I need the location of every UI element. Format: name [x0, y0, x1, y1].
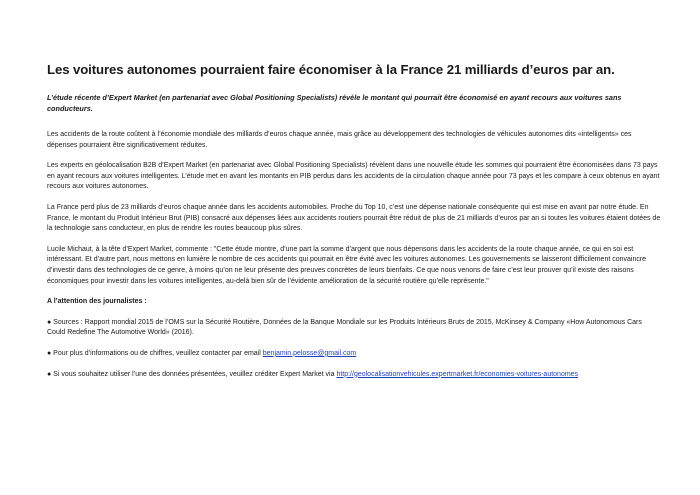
document-title: Les voitures autonomes pourraient faire économiser à la France 21 milliards d’euros par an. [47, 62, 615, 77]
contact-email-link[interactable]: benjamin.pelosse@gmail.com [262, 349, 357, 357]
journalists-heading: A l’attention des journalistes : [47, 298, 147, 306]
contact-text: ● Pour plus d’informations ou de chiffres, veuillez contacter par email [47, 349, 263, 357]
expertmarket-link[interactable]: http://geolocalisationvehicules.expertmarket.fr/economies-voitures-autonomes [336, 370, 579, 378]
lead-paragraph: L’étude récente d’Expert Market (en partenariat avec Global Positioning Specialists) révèle le montant qui pourrait être économisé en ayant recours aux voitures sans conducteurs. [47, 93, 622, 113]
body-paragraph-2: Les experts en géolocalisation B2B d’Expert Market (en partenariat avec Global Positioning Specialists) révèlent dans une nouvelle étude les sommes qui pourraient être économisées dans 73 pays en ayant recours aux voitures intelligentes. L’étude met en avant les montants en PIB perdus dans les accidents de la circulation chaque année pour 73 pays et les compare à ceux obtenus en ayant recours aux voitures autonomes. [47, 162, 660, 191]
document-page [47, 62, 662, 390]
quote-paragraph: Lucile Michaut, à la tête d’Expert Market, commente : "Cette étude montre, d’une part la somme d’argent que nous dépensons dans les accidents de la route chaque année, ce qui en soi est intéressant. Et d’autre part, nous mettons en lumière le nombre de ces accidents qui pourrait en être évité avec les voitures autonomes. Les gouvernements se laisseront difficilement convaincre d’investir dans des technologies de ce genre, à moins qu’on ne leur présente des preuves concrètes de leurs bienfaits. Ce que nous venons de faire c’est leur prouver qu’il existe des raisons économiques pour investir dans les voitures intelligentes, au-delà bien sûr de l’évidente amélioration de la sécurité routière qu’elle représente." [47, 245, 647, 285]
bullet-use-data [47, 370, 662, 381]
use-data-text: ● Si vous souhaitez utiliser l’une des données présentées, veuillez créditer Expert Market via [47, 370, 337, 378]
body-paragraph-3: La France perd plus de 23 milliards d’euros chaque année dans les accidents automobiles. Proche du Top 10, c’est une dépense nationale conséquente qui est mise en avant par notre étude. En France, le montant du Produit Intérieur Brut (PIB) consacré aux dépenses liées aux accidents routiers pourrait être réduit de plus de 21 milliards d’euros par an si toutes les voitures étaient dotées de la technologie sans conducteur, en plus de rendre les routes beaucoup plus sûres. [47, 203, 661, 233]
bullet-sources: ● Sources : Rapport mondial 2015 de l’OMS sur la Sécurité Routière, Données de la Banque Mondiale sur les Produits Intérieurs Bruts de 2015, McKinsey & Company «How Autonomous Cars Could Redefine The Automotive World» (2016). [47, 318, 642, 337]
body-paragraph-1: Les accidents de la route coûtent à l’économie mondiale des milliards d’euros chaque année, mais grâce au développement des technologies de véhicules autonomes dits «intelligents» ces dépenses pourraient être significativement réduites. [47, 131, 632, 149]
bullet-contact [47, 349, 662, 360]
